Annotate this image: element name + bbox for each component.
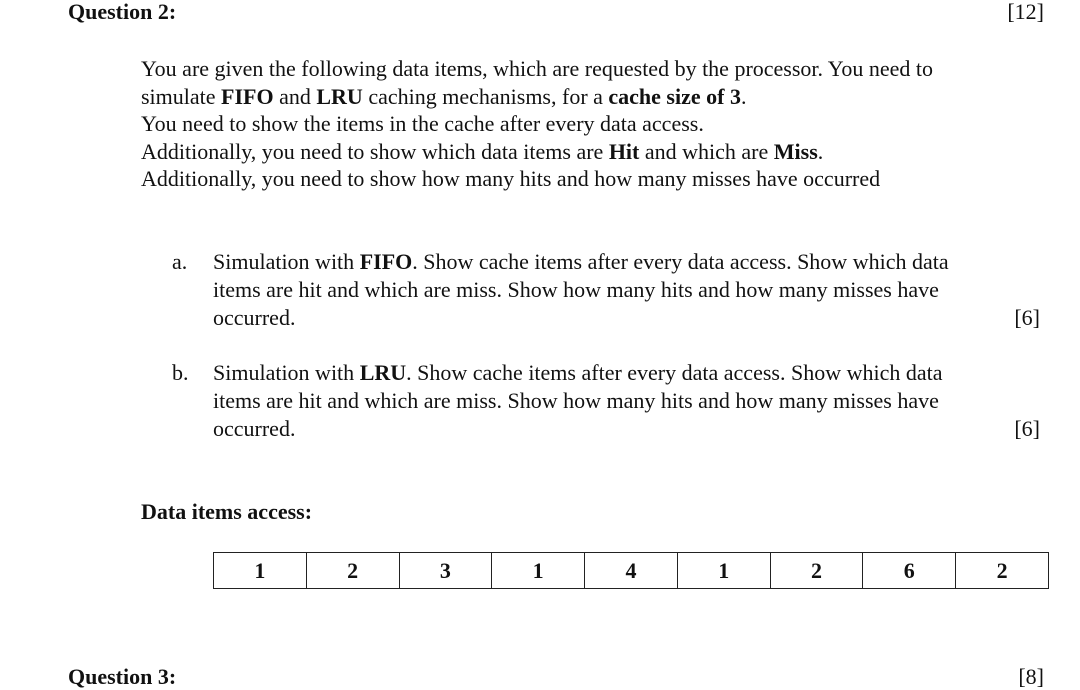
intro-line-2-text-b: and (273, 83, 317, 109)
data-access-cell: 1 (677, 553, 770, 589)
intro-line-4-text-c: . (817, 138, 824, 164)
intro-line-2-text-c: caching mechanisms, for a (362, 83, 609, 109)
part-a-line-1 (213, 248, 1040, 276)
part-b-body (213, 359, 1040, 443)
intro-miss-bold: Miss (773, 138, 818, 164)
data-access-cell: 4 (585, 553, 678, 589)
intro-line-2-text-a: simulate (141, 83, 222, 109)
intro-line-2 (141, 83, 1041, 111)
question-marks: [12] (1007, 0, 1044, 24)
part-b-line-1 (213, 359, 1040, 387)
part-a-line-3: occurred. (213, 305, 296, 330)
data-access-cell: 3 (399, 553, 492, 589)
part-a (172, 248, 1040, 338)
question-title: Question 2: (68, 0, 177, 24)
data-access-table (213, 552, 1049, 589)
question-intro (141, 55, 1041, 193)
data-access-row (214, 553, 1049, 589)
intro-fifo-bold: FIFO (221, 83, 274, 109)
part-b-text-pre: Simulation with (213, 360, 360, 385)
intro-line-5: Additionally, you need to show how many hits and how many misses have occurred (141, 166, 881, 191)
intro-line-1: You are given the following data items, which are requested by the processor. You need to (141, 56, 934, 81)
next-question-marks: [8] (1018, 664, 1044, 689)
data-access-cell: 2 (306, 553, 399, 589)
intro-hit-bold: Hit (608, 138, 640, 164)
part-b-line-2: items are hit and which are miss. Show how many hits and how many misses have (213, 388, 939, 413)
intro-line-3: You need to show the items in the cache after every data access. (141, 111, 704, 136)
part-a-label: a. (172, 249, 188, 274)
part-b-label: b. (172, 360, 189, 385)
part-a-text-pre: Simulation with (213, 249, 360, 274)
next-question-title: Question 3: (68, 664, 177, 689)
intro-line-4-text-b: and which are (639, 138, 774, 164)
intro-cache-size-bold: cache size of 3 (608, 83, 741, 109)
part-b-line-3: occurred. (213, 416, 296, 441)
data-access-cell: 6 (863, 553, 956, 589)
intro-line-4 (141, 138, 1041, 166)
part-a-text-post: . Show cache items after every data access. Show which data (412, 249, 949, 274)
part-a-marks: [6] (1014, 305, 1040, 330)
part-a-fifo-bold: FIFO (359, 249, 413, 274)
data-access-cell: 2 (956, 553, 1049, 589)
intro-line-4-text-a: Additionally, you need to show which data items are (141, 138, 609, 164)
data-access-cell: 1 (214, 553, 307, 589)
part-b-text-post: . Show cache items after every data access. Show which data (406, 360, 943, 385)
part-a-body (213, 248, 1040, 332)
data-access-cell: 1 (492, 553, 585, 589)
part-b-lru-bold: LRU (359, 360, 407, 385)
part-a-line-2: items are hit and which are miss. Show how many hits and how many misses have (213, 277, 939, 302)
intro-line-2-text-d: . (740, 83, 747, 109)
intro-lru-bold: LRU (316, 83, 363, 109)
part-b (172, 359, 1040, 449)
data-access-cell: 2 (770, 553, 863, 589)
part-b-marks: [6] (1014, 416, 1040, 441)
data-access-label: Data items access: (141, 499, 313, 524)
